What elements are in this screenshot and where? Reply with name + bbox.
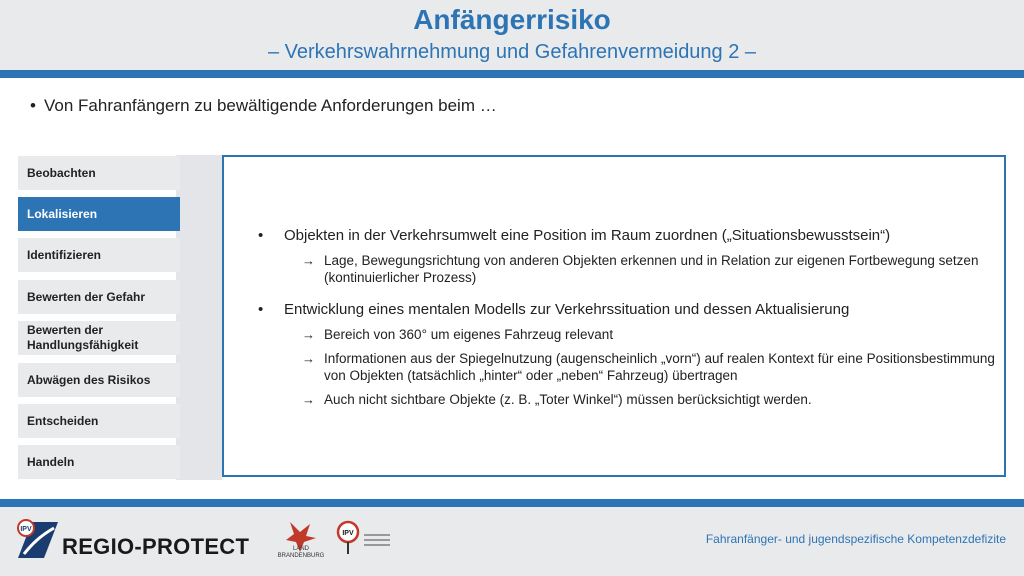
sub-point-text: Auch nicht sichtbare Objekte (z. B. „Toter Winkel“) müssen berücksichtigt werden. (324, 392, 812, 407)
menu-item-handeln[interactable] (18, 445, 180, 479)
bullet-point-1 (258, 226, 998, 245)
ipv-logo-caption (364, 534, 390, 548)
page-title: Anfängerrisiko (413, 4, 611, 35)
menu-item-identifizieren[interactable] (18, 238, 180, 272)
sub-point-text: Lage, Bewegungsrichtung von anderen Objekten erkennen und in Relation zur eigenen Fortbewegung setzen (kontinuierlicher Prozess) (324, 253, 979, 285)
menu-item-label: Abwägen des Risikos (27, 372, 151, 387)
bullet-point-2 (258, 300, 998, 319)
menu-item-entscheiden[interactable] (18, 404, 180, 438)
arrow-right-icon: → (302, 327, 315, 342)
menu-item-label: Handeln (27, 454, 75, 469)
intro-line (30, 96, 497, 116)
bullet-icon: • (258, 301, 264, 318)
sub-point (258, 252, 998, 286)
brand-name: REGIO-PROTECT (62, 534, 250, 559)
arrow-right-icon: → (302, 253, 315, 268)
sub-point-text: Informationen aus der Spiegelnutzung (augenscheinlich „vorn“) auf realen Kontext für eine Positionsbestimmung von Objekten (tatsächlich „hinter“ oder „neben“ Fahrzeug) übertragen (324, 351, 995, 383)
intro-text: Von Fahranfängern zu bewältigende Anforderungen beim … (44, 96, 497, 115)
menu-item-label: Entscheiden (27, 413, 99, 428)
bullet-point-2-text: Entwicklung eines mentalen Modells zur Verkehrssituation und dessen Aktualisierung (284, 301, 850, 318)
content-body (258, 226, 998, 408)
arrow-right-icon: → (302, 351, 315, 366)
sub-point (258, 391, 998, 408)
footer-tagline: Fahranfänger- und jugendspezifische Kompetenzdefizite (705, 532, 1006, 546)
menu-item-lokalisieren[interactable] (18, 197, 180, 231)
menu-item-abwaegen-risiko[interactable] (18, 363, 180, 397)
state-logo-text: LAND BRANDENBURG (277, 546, 325, 559)
menu-item-label: Bewerten der Handlungsfähigkeit (27, 323, 139, 352)
logo-badge-text: IPV (20, 526, 32, 533)
menu-item-label: Bewerten der Gefahr (27, 289, 146, 304)
menu-item-beobachten[interactable] (18, 156, 180, 190)
menu-item-bewerten-handlungsfaehigkeit[interactable] (18, 321, 180, 355)
sub-point (258, 326, 998, 343)
sub-point (258, 350, 998, 384)
menu-chevron-shape (176, 155, 226, 480)
ipv-logo-icon (334, 520, 364, 556)
bullet-icon: • (30, 96, 36, 115)
page-subtitle: – Verkehrswahrnehmung und Gefahrenvermeidung 2 – (267, 41, 757, 63)
menu-item-label: Lokalisieren (27, 206, 98, 221)
arrow-right-icon: → (302, 392, 315, 407)
footer-divider (0, 499, 1024, 507)
header-divider (0, 70, 1024, 78)
sub-point-text: Bereich von 360° um eigenes Fahrzeug relevant (324, 327, 614, 342)
ipv-badge-text: IPV (342, 530, 354, 537)
menu-item-bewerten-gefahr[interactable] (18, 280, 180, 314)
menu-item-label: Identifizieren (27, 247, 102, 262)
bullet-icon: • (258, 227, 264, 244)
bullet-point-1-text: Objekten in der Verkehrsumwelt eine Position im Raum zuordnen („Situationsbewusstsein“) (284, 227, 891, 244)
regio-protect-logo-icon (14, 518, 62, 562)
menu-item-label: Beobachten (27, 165, 96, 180)
